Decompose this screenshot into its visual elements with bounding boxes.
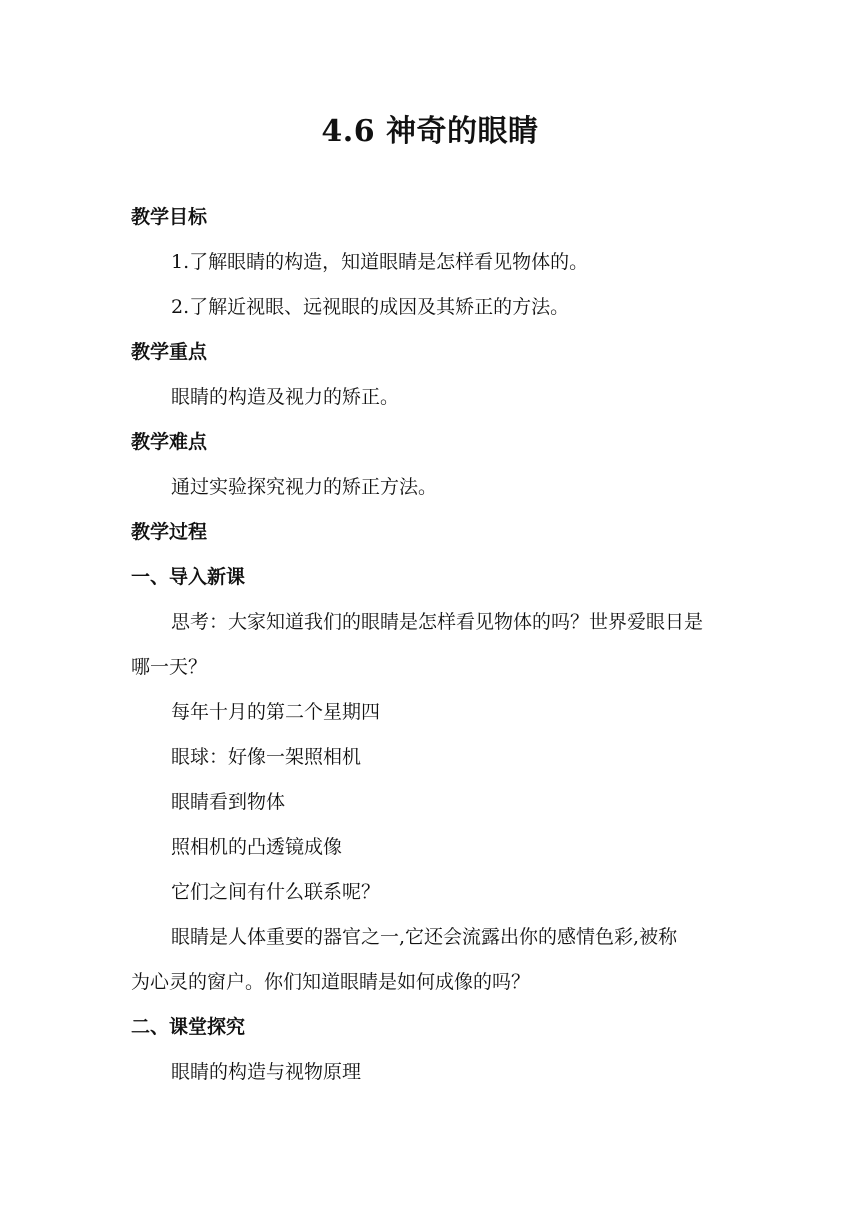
question-line-1: 思考：大家知道我们的眼睛是怎样看见物体的吗？世界爱眼日是 [171, 611, 704, 633]
difficulty-text: 通过实验探究视力的矫正方法。 [171, 476, 438, 498]
goal-item-1: 1.了解眼睛的构造，知道眼睛是怎样看见物体的。 [171, 251, 589, 273]
question-line-2: 哪一天？ [131, 656, 208, 678]
process-heading: 教学过程 [131, 521, 208, 543]
section-2-heading: 二、课堂探究 [131, 1016, 246, 1038]
goal-item-2: 2.了解近视眼、远视眼的成因及其矫正的方法。 [171, 296, 570, 318]
eyeball-text: 眼球：好像一架照相机 [171, 746, 362, 768]
document-title: 4.6 神奇的眼睛 [321, 114, 539, 149]
section-1-heading: 一、导入新课 [131, 566, 246, 588]
camera-lens-text: 照相机的凸透镜成像 [171, 836, 343, 858]
structure-text: 眼睛的构造与视物原理 [171, 1061, 362, 1083]
paragraph-line-1: 眼睛是人体重要的器官之一,它还会流露出你的感情色彩,被称 [171, 926, 678, 948]
key-points-heading: 教学重点 [131, 341, 208, 363]
paragraph-line-2: 为心灵的窗户。你们知道眼睛是如何成像的吗？ [131, 971, 531, 993]
key-points-text: 眼睛的构造及视力的矫正。 [171, 386, 400, 408]
goals-heading: 教学目标 [131, 206, 208, 228]
difficulty-heading: 教学难点 [131, 431, 208, 453]
relation-text: 它们之间有什么联系呢？ [171, 881, 381, 903]
eye-sees-text: 眼睛看到物体 [171, 791, 286, 813]
answer-text: 每年十月的第二个星期四 [171, 701, 381, 723]
